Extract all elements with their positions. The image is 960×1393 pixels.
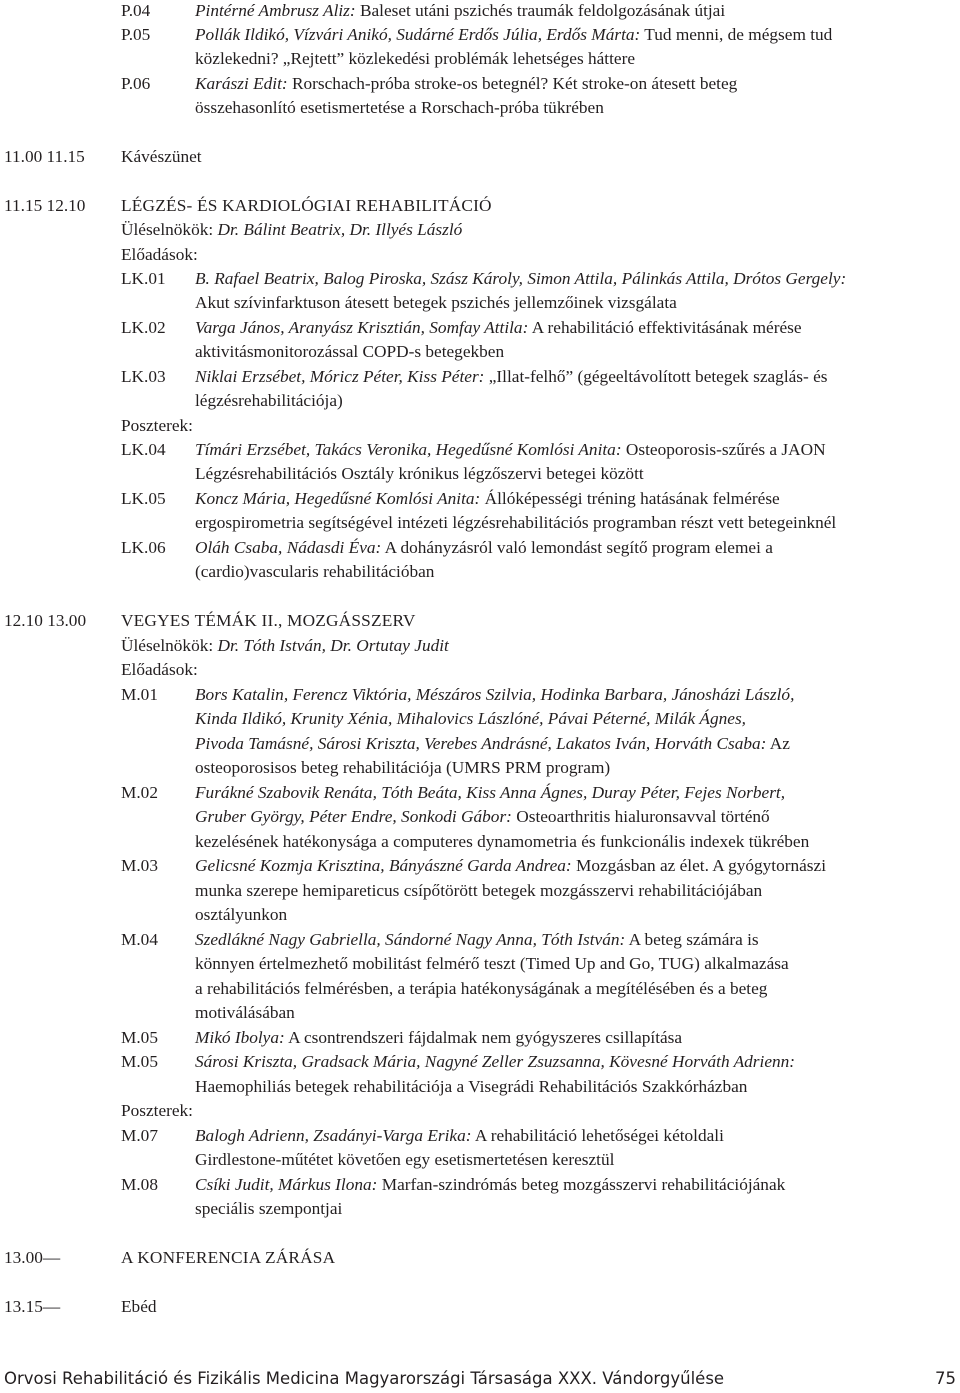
- entry-authors: Varga János, Aranyász Krisztián, Somfay Attila:: [195, 318, 529, 337]
- entry-text: [195, 683, 794, 707]
- entry-title: Mozgásban az élet. A gyógytornászi: [571, 856, 827, 875]
- entry-authors: Bors Katalin, Ferencz Viktória, Mészáros Szilvia, Hodinka Barbara, Jánosházi László,: [195, 685, 795, 704]
- entry-title: Állóképességi tréning hatásának felmérése: [480, 489, 780, 508]
- entry-text: [195, 23, 832, 47]
- time-slot: 13.15—: [4, 1297, 61, 1316]
- entry-continuation: közlekedni? „Rejtett” közlekedési problémák lehetséges háttere: [195, 49, 635, 68]
- session-title: Ebéd: [121, 1297, 157, 1316]
- entry-code: LK.02: [121, 318, 166, 337]
- entry-title: „Illat-felhő” (gégeeltávolított betegek szaglás- és: [484, 367, 828, 386]
- entry-continuation: (cardio)vascularis rehabilitációban: [195, 562, 435, 581]
- entry-text: [195, 316, 802, 340]
- entry-authors: Niklai Erzsébet, Móricz Péter, Kiss Péter:: [195, 367, 485, 386]
- entry-authors: Szedlákné Nagy Gabriella, Sándorné Nagy Anna, Tóth István:: [195, 930, 626, 949]
- footer-title: Orvosi Rehabilitáció és Fizikális Medicina Magyarországi Társasága XXX. Vándorgyűlése: [4, 1369, 725, 1388]
- section-label: Poszterek:: [121, 1101, 193, 1120]
- entry-continuation: osteoporosisos beteg rehabilitációja (UMRS PRM program): [195, 758, 611, 777]
- entry-continuation: kezelésének hatékonysága a computeres dynamometria és funkcionális indexek tükrében: [195, 832, 810, 851]
- entry-authors: Kinda Ildikó, Krunity Xénia, Mihalovics Lászlóné, Pávai Péterné, Milák Ágnes,: [195, 709, 746, 728]
- entry-continuation: [195, 732, 790, 756]
- section-label: Előadások:: [121, 660, 198, 679]
- chairs-names: Dr. Tóth István, Dr. Ortutay Judit: [213, 636, 449, 655]
- entry-text: [195, 928, 759, 952]
- entry-code: M.05: [121, 1052, 158, 1071]
- entry-code: LK.05: [121, 489, 166, 508]
- entry-code: LK.04: [121, 440, 166, 459]
- entry-continuation: összehasonlító esetismertetése a Rorschach-próba tükrében: [195, 98, 604, 117]
- entry-code: P.04: [121, 1, 151, 20]
- entry-continuation: Légzésrehabilitációs Osztály krónikus légzőszervi betegei között: [195, 464, 644, 483]
- chairs-label: Üléselnökök:: [121, 220, 214, 239]
- entry-continuation: speciális szempontjai: [195, 1199, 343, 1218]
- page-number: 75: [935, 1369, 956, 1388]
- entry-text: [195, 1050, 795, 1074]
- entry-text: [195, 854, 826, 878]
- entry-authors: Tímári Erzsébet, Takács Veronika, Hegedűsné Komlósi Anita:: [195, 440, 622, 459]
- entry-title: A rehabilitáció effektivitásának mérése: [528, 318, 802, 337]
- entry-code: M.03: [121, 856, 158, 875]
- entry-text: [195, 438, 826, 462]
- section-label: Előadások:: [121, 245, 198, 264]
- chairs-line: [121, 218, 462, 242]
- entry-continuation: [195, 805, 770, 829]
- time-slot: 13.00—: [4, 1248, 61, 1267]
- entry-code: P.06: [121, 74, 151, 93]
- entry-code: M.07: [121, 1126, 158, 1145]
- page-footer: [4, 1366, 956, 1392]
- entry-authors: Pintérné Ambrusz Aliz:: [195, 1, 356, 20]
- entry-continuation: Haemophiliás betegek rehabilitációja a Visegrádi Rehabilitációs Szakkórházban: [195, 1077, 748, 1096]
- entry-title: Rorschach-próba stroke-os betegnél? Két stroke-on átesett beteg: [287, 74, 738, 93]
- entry-code: M.08: [121, 1175, 158, 1194]
- entry-authors: Sárosi Kriszta, Gradsack Mária, Nagyné Zeller Zsuzsanna, Kövesné Horváth Adrienn:: [195, 1052, 796, 1071]
- entry-authors: Karászi Edit:: [195, 74, 288, 93]
- time-slot: 11.15 12.10: [4, 196, 86, 215]
- entry-text: [195, 1173, 785, 1197]
- entry-title: Osteoarthritis hialuronsavval történő: [511, 807, 770, 826]
- chairs-names: Dr. Bálint Beatrix, Dr. Illyés László: [213, 220, 463, 239]
- entry-continuation: Girdlestone-műtétet követően egy esetismertetésen keresztül: [195, 1150, 615, 1169]
- session-title: VEGYES TÉMÁK II., MOZGÁSSZERV: [121, 611, 416, 630]
- entry-code: P.05: [121, 25, 151, 44]
- entry-continuation: ergospirometria segítségével intézeti légzésrehabilitációs programban részt vett betegeinknél: [195, 513, 837, 532]
- entry-continuation: aktivitásmonitorozással COPD-s betegekben: [195, 342, 505, 361]
- entry-authors: Oláh Csaba, Nádasdi Éva:: [195, 538, 382, 557]
- entry-title: Tud menni, de mégsem tud: [640, 25, 833, 44]
- entry-title: A rehabilitáció lehetőségei kétoldali: [471, 1126, 724, 1145]
- entry-continuation: motiválásában: [195, 1003, 295, 1022]
- entry-text: [195, 1124, 724, 1148]
- entry-text: [195, 365, 828, 389]
- entry-text: [195, 267, 846, 291]
- entry-code: M.02: [121, 783, 158, 802]
- entry-text: [195, 781, 785, 805]
- entry-continuation: osztályunkon: [195, 905, 288, 924]
- entry-text: [195, 487, 780, 511]
- session-title: A KONFERENCIA ZÁRÁSA: [121, 1248, 336, 1267]
- entry-title: Az: [766, 734, 790, 753]
- entry-authors: Pollák Ildikó, Vízvári Anikó, Sudárné Erdős Júlia, Erdős Márta:: [195, 25, 641, 44]
- entry-continuation: a rehabilitációs felmérésben, a terápia hatékonyságának a megítélésében és a beteg: [195, 979, 768, 998]
- entry-authors: Mikó Ibolya:: [195, 1028, 285, 1047]
- entry-authors: Gruber György, Péter Endre, Sonkodi Gábor:: [195, 807, 512, 826]
- entry-text: [195, 1026, 682, 1050]
- entry-title: A csontrendszeri fájdalmak nem gyógyszeres csillapítása: [284, 1028, 683, 1047]
- entry-authors: Koncz Mária, Hegedűsné Komlósi Anita:: [195, 489, 481, 508]
- time-slot: 11.00 11.15: [4, 147, 85, 166]
- entry-authors: Balogh Adrienn, Zsadányi-Varga Erika:: [195, 1126, 472, 1145]
- entry-continuation: Akut szívinfarktuson átesett betegek pszichés jellemzőinek vizsgálata: [195, 293, 677, 312]
- entry-authors: Furákné Szabovik Renáta, Tóth Beáta, Kiss Anna Ágnes, Duray Péter, Fejes Norbert,: [195, 783, 786, 802]
- entry-text: [195, 536, 773, 560]
- entry-code: LK.03: [121, 367, 166, 386]
- entry-authors: Csíki Judit, Márkus Ilona:: [195, 1175, 378, 1194]
- section-label: Poszterek:: [121, 416, 193, 435]
- entry-authors: Gelicsné Kozmja Krisztina, Bányászné Garda Andrea:: [195, 856, 572, 875]
- entry-text: [195, 0, 725, 23]
- entry-code: LK.01: [121, 269, 166, 288]
- entry-code: LK.06: [121, 538, 166, 557]
- entry-text: [195, 72, 737, 96]
- entry-code: M.01: [121, 685, 158, 704]
- session-title: Kávészünet: [121, 147, 202, 166]
- entry-continuation: [195, 707, 746, 731]
- entry-title: Osteoporosis-szűrés a JAON: [621, 440, 826, 459]
- chairs-line: [121, 634, 449, 658]
- entry-title: Marfan-szindrómás beteg mozgásszervi rehabilitációjának: [377, 1175, 786, 1194]
- entry-continuation: könnyen értelmezhető mobilitást felmérő teszt (Timed Up and Go, TUG) alkalmazása: [195, 954, 789, 973]
- entry-authors: Pivoda Tamásné, Sárosi Kriszta, Verebes Andrásné, Lakatos Iván, Horváth Csaba:: [195, 734, 767, 753]
- entry-code: M.05: [121, 1028, 158, 1047]
- entry-title: A dohányzásról való lemondást segítő program elemei a: [381, 538, 773, 557]
- time-slot: 12.10 13.00: [4, 611, 87, 630]
- entry-continuation: munka szerepe hemipareticus csípőtörött betegek mozgásszervi rehabilitációjában: [195, 881, 763, 900]
- entry-title: A beteg számára is: [625, 930, 759, 949]
- entry-title: Baleset utáni pszichés traumák feldolgozásának útjai: [355, 1, 726, 20]
- entry-code: M.04: [121, 930, 158, 949]
- entry-authors: B. Rafael Beatrix, Balog Piroska, Szász Károly, Simon Attila, Pálinkás Attila, Drótos Gergely:: [195, 269, 847, 288]
- chairs-label: Üléselnökök:: [121, 636, 214, 655]
- session-title: LÉGZÉS- ÉS KARDIOLÓGIAI REHABILITÁCIÓ: [121, 196, 492, 215]
- entry-continuation: légzésrehabilitációja): [195, 391, 343, 410]
